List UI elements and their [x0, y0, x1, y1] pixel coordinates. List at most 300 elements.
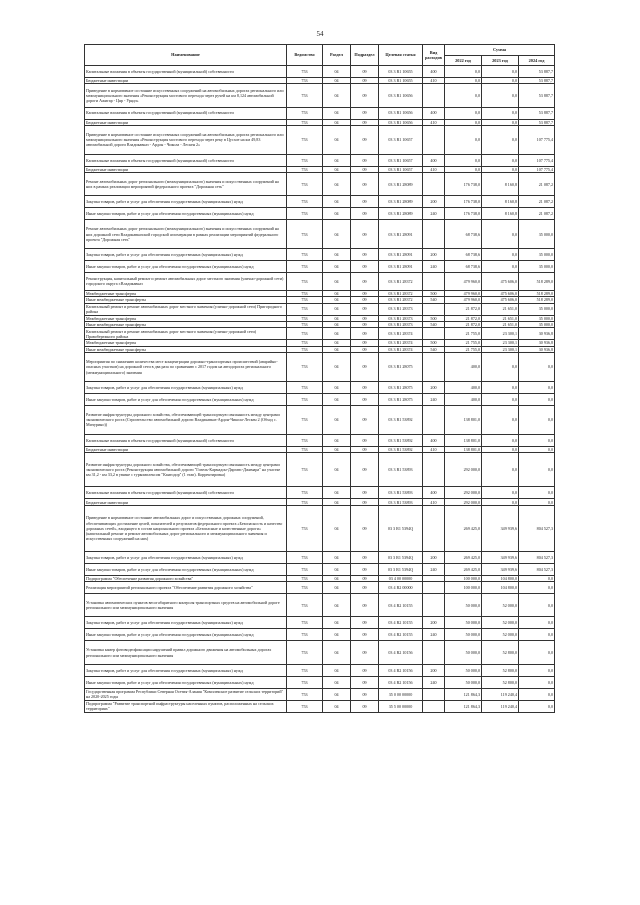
cell-expense-type: 200	[423, 196, 445, 208]
cell-2023: 0,0	[482, 499, 519, 505]
cell-razdel: 04	[323, 688, 351, 700]
cell-name: Капитальные вложения в объекты государственной (муниципальной) собственности	[85, 154, 287, 166]
cell-2023: 0,0	[482, 249, 519, 261]
cell-expense-type: 200	[423, 249, 445, 261]
cell-razdel: 04	[323, 617, 351, 629]
cell-target-article: 03 3 R1 28089	[379, 208, 423, 220]
table-row	[85, 208, 555, 220]
cell-expense-type: 240	[423, 393, 445, 405]
cell-expense-type	[423, 505, 445, 551]
cell-name: Бюджетные инвестиции	[85, 446, 287, 452]
cell-2024: 30 936,8	[519, 346, 555, 352]
header-vedomstvo: Ведомство	[287, 45, 323, 66]
cell-podrazdel: 09	[351, 273, 379, 291]
cell-expense-type: 400	[423, 434, 445, 446]
table-row	[85, 303, 555, 315]
cell-2023: 475 606,0	[482, 297, 519, 303]
header-podrazdel: Подраздел	[351, 45, 379, 66]
cell-name: Приведение в нормативное состояние автомобильных дорог и искусственных дорожных сооружений, обеспечивающих достижение целей, показателей и результатов федерального проекта «Безопасность и качество дорожных сетей», входящего в состав национального проекта «Безопасные и качественные дороги» (капитальный ремонт и ремонт автомобильных дорог регионального и межмуниципального значения и искусственных сооружений на них)	[85, 505, 287, 551]
cell-razdel: 04	[323, 700, 351, 712]
cell-target-article: 03 4 R2 10156	[379, 664, 423, 676]
cell-2022: 479 960,0	[445, 297, 482, 303]
table-row	[85, 273, 555, 291]
table-row	[85, 196, 555, 208]
cell-2023: 0,0	[482, 166, 519, 172]
cell-vedomstvo: 753	[287, 119, 323, 125]
cell-2024: 35 000,0	[519, 315, 555, 321]
cell-name: Бюджетные инвестиции	[85, 499, 287, 505]
cell-target-article: 03 3 R1 10656	[379, 84, 423, 107]
table-row	[85, 688, 555, 700]
table-row	[85, 107, 555, 119]
cell-2024: 53 887,7	[519, 84, 555, 107]
cell-2022: 100 000,0	[445, 582, 482, 594]
cell-razdel: 04	[323, 84, 351, 107]
cell-podrazdel: 09	[351, 119, 379, 125]
cell-razdel: 04	[323, 78, 351, 84]
cell-expense-type: 410	[423, 166, 445, 172]
cell-2024: 0,0	[519, 594, 555, 617]
cell-razdel: 04	[323, 66, 351, 78]
cell-podrazdel: 09	[351, 261, 379, 273]
table-row	[85, 393, 555, 405]
cell-vedomstvo: 753	[287, 78, 323, 84]
cell-name: Реконструкция, капитальный ремонт и ремонт автомобильных дорог местного значения (улично-дорожной сети) городского округа г.Владикавказ	[85, 273, 287, 291]
cell-name: Иные межбюджетные трансферты	[85, 346, 287, 352]
cell-vedomstvo: 753	[287, 641, 323, 664]
cell-podrazdel: 09	[351, 340, 379, 346]
cell-2022: 269 425,0	[445, 551, 482, 563]
cell-2024: 0,0	[519, 575, 555, 581]
cell-vedomstvo: 753	[287, 303, 323, 315]
cell-2022: 400,0	[445, 353, 482, 382]
cell-podrazdel: 09	[351, 453, 379, 487]
cell-name: Иные закупки товаров, работ и услуг для обеспечения государственных (муниципальных) нужд	[85, 629, 287, 641]
cell-expense-type	[423, 220, 445, 249]
cell-podrazdel: 09	[351, 582, 379, 594]
cell-vedomstvo: 753	[287, 594, 323, 617]
cell-name: Государственная программа Республики Северная Осетия-Алания "Комплексное развитие сельских территорий" на 2020-2025 годы	[85, 688, 287, 700]
cell-expense-type: 500	[423, 340, 445, 346]
cell-2022: 176 738,0	[445, 173, 482, 196]
table-row	[85, 629, 555, 641]
cell-2023: 0,0	[482, 84, 519, 107]
cell-target-article: 03 3 R1 28091	[379, 220, 423, 249]
cell-podrazdel: 09	[351, 154, 379, 166]
cell-podrazdel: 09	[351, 290, 379, 296]
table-row	[85, 261, 555, 273]
cell-podrazdel: 09	[351, 220, 379, 249]
cell-vedomstvo: 753	[287, 166, 323, 172]
cell-name: Закупка товаров, работ и услуг для обеспечения государственных (муниципальных) нужд	[85, 196, 287, 208]
cell-vedomstvo: 753	[287, 446, 323, 452]
cell-2023: 119 240,4	[482, 688, 519, 700]
cell-2022: 292 000,0	[445, 499, 482, 505]
cell-razdel: 04	[323, 676, 351, 688]
cell-2023: 119 240,4	[482, 700, 519, 712]
cell-name: Ремонт автомобильных дорог регионального (межмуниципального) значения и искусственных сооружений на них дорожной сети Владикавказской городской агломерации в рамках реализации мероприятий федерального проекта "Дорожная сеть"	[85, 220, 287, 249]
table-row	[85, 617, 555, 629]
cell-2022: 0,0	[445, 78, 482, 84]
cell-podrazdel: 09	[351, 688, 379, 700]
cell-razdel: 04	[323, 434, 351, 446]
cell-2023: 21 651,0	[482, 321, 519, 327]
cell-podrazdel: 09	[351, 353, 379, 382]
cell-2022: 21 872,0	[445, 315, 482, 321]
cell-razdel: 04	[323, 315, 351, 321]
cell-target-article: 35 5 00 00000	[379, 700, 423, 712]
cell-2024: 53 887,7	[519, 78, 555, 84]
cell-2023: 52 800,0	[482, 676, 519, 688]
header-expense-type: Вид расходов	[423, 45, 445, 66]
cell-2023: 0,0	[482, 154, 519, 166]
table-row	[85, 353, 555, 382]
cell-target-article: 03 3 R1 10655	[379, 66, 423, 78]
cell-2024: 53 887,7	[519, 107, 555, 119]
cell-razdel: 04	[323, 505, 351, 551]
cell-target-article: 03 3 R1 5394Q	[379, 551, 423, 563]
cell-2024: 0,0	[519, 405, 555, 434]
cell-podrazdel: 09	[351, 700, 379, 712]
cell-razdel: 04	[323, 393, 351, 405]
cell-vedomstvo: 753	[287, 107, 323, 119]
cell-podrazdel: 09	[351, 617, 379, 629]
cell-name: Межбюджетные трансферты	[85, 340, 287, 346]
cell-2024: 0,0	[519, 676, 555, 688]
cell-podrazdel: 09	[351, 196, 379, 208]
cell-2023: 475 606,0	[482, 273, 519, 291]
cell-razdel: 04	[323, 453, 351, 487]
cell-podrazdel: 09	[351, 315, 379, 321]
cell-vedomstvo: 753	[287, 66, 323, 78]
cell-vedomstvo: 753	[287, 393, 323, 405]
cell-2022: 21 872,0	[445, 303, 482, 315]
table-row	[85, 173, 555, 196]
cell-razdel: 04	[323, 499, 351, 505]
cell-expense-type	[423, 688, 445, 700]
cell-expense-type	[423, 453, 445, 487]
table-row	[85, 641, 555, 664]
cell-vedomstvo: 753	[287, 688, 323, 700]
cell-2022: 0,0	[445, 84, 482, 107]
cell-name: Капитальные вложения в объекты государственной (муниципальной) собственности	[85, 434, 287, 446]
cell-razdel: 04	[323, 340, 351, 346]
cell-target-article: 03 3 R1 28373	[379, 303, 423, 315]
cell-podrazdel: 09	[351, 551, 379, 563]
cell-vedomstvo: 753	[287, 505, 323, 551]
cell-expense-type: 240	[423, 629, 445, 641]
cell-vedomstvo: 753	[287, 700, 323, 712]
cell-podrazdel: 09	[351, 249, 379, 261]
cell-2022: 269 425,0	[445, 505, 482, 551]
cell-target-article: 03 3 R1 53893	[379, 453, 423, 487]
cell-2023: 23 300,1	[482, 346, 519, 352]
cell-2022: 68 738,6	[445, 261, 482, 273]
cell-2022: 400,0	[445, 393, 482, 405]
cell-name: Закупка товаров, работ и услуг для обеспечения государственных (муниципальных) нужд	[85, 617, 287, 629]
cell-podrazdel: 09	[351, 405, 379, 434]
cell-target-article: 03 3 R1 28374	[379, 346, 423, 352]
cell-razdel: 04	[323, 575, 351, 581]
cell-expense-type	[423, 641, 445, 664]
cell-target-article: 03 3 R1 28372	[379, 273, 423, 291]
cell-name: Реализация мероприятий регионального проекта "Обеспечение развития дорожного хозяйства"	[85, 582, 287, 594]
cell-expense-type: 240	[423, 563, 445, 575]
cell-target-article: 03 4 R2 00000	[379, 582, 423, 594]
cell-vedomstvo: 753	[287, 84, 323, 107]
cell-razdel: 04	[323, 381, 351, 393]
cell-2024: 35 000,0	[519, 261, 555, 273]
cell-razdel: 04	[323, 353, 351, 382]
cell-podrazdel: 09	[351, 66, 379, 78]
cell-expense-type	[423, 173, 445, 196]
cell-target-article: 03 3 R1 10655	[379, 78, 423, 84]
cell-target-article: 03 3 R1 28091	[379, 261, 423, 273]
cell-2022: 21 872,0	[445, 321, 482, 327]
cell-name: Иные межбюджетные трансферты	[85, 321, 287, 327]
cell-podrazdel: 09	[351, 381, 379, 393]
cell-target-article: 03 4 R2 10156	[379, 641, 423, 664]
cell-expense-type: 200	[423, 551, 445, 563]
cell-2022: 100 000,0	[445, 575, 482, 581]
cell-expense-type: 500	[423, 315, 445, 321]
cell-2023: 349 939,6	[482, 505, 519, 551]
cell-vedomstvo: 753	[287, 346, 323, 352]
cell-2022: 479 960,0	[445, 290, 482, 296]
cell-2024: 0,0	[519, 499, 555, 505]
cell-2024: 0,0	[519, 688, 555, 700]
cell-podrazdel: 09	[351, 629, 379, 641]
header-target-article: Целевая статья	[379, 45, 423, 66]
cell-2024: 518 289,0	[519, 297, 555, 303]
cell-vedomstvo: 753	[287, 290, 323, 296]
cell-name: Иные закупки товаров, работ и услуг для обеспечения государственных (муниципальных) нужд	[85, 393, 287, 405]
cell-expense-type: 240	[423, 261, 445, 273]
cell-target-article: 03 3 R1 28075	[379, 353, 423, 382]
cell-2022: 138 801,0	[445, 405, 482, 434]
cell-target-article: 03 3 R1 5394Q	[379, 563, 423, 575]
cell-name: Установка камер фотовидеофиксации нарушений правил дорожного движения на автомобильных дорогах регионального или межмуниципального значения	[85, 641, 287, 664]
cell-2024: 804 527,3	[519, 551, 555, 563]
cell-name: Бюджетные инвестиции	[85, 78, 287, 84]
cell-2024: 518 289,0	[519, 273, 555, 291]
cell-expense-type: 200	[423, 617, 445, 629]
cell-2022: 0,0	[445, 166, 482, 172]
cell-podrazdel: 09	[351, 173, 379, 196]
cell-expense-type	[423, 405, 445, 434]
cell-expense-type	[423, 700, 445, 712]
cell-2024: 804 527,3	[519, 505, 555, 551]
cell-podrazdel: 09	[351, 434, 379, 446]
cell-podrazdel: 09	[351, 487, 379, 499]
cell-2024: 0,0	[519, 487, 555, 499]
cell-razdel: 04	[323, 154, 351, 166]
cell-razdel: 04	[323, 487, 351, 499]
cell-razdel: 04	[323, 273, 351, 291]
cell-expense-type: 240	[423, 676, 445, 688]
table-row	[85, 594, 555, 617]
cell-podrazdel: 09	[351, 107, 379, 119]
cell-target-article: 03 3 R1 53892	[379, 434, 423, 446]
cell-razdel: 04	[323, 249, 351, 261]
cell-2024: 53 887,7	[519, 119, 555, 125]
header-sum: Сумма	[445, 45, 555, 56]
table-row	[85, 125, 555, 154]
table-row	[85, 551, 555, 563]
cell-target-article: 03 4 R2 10156	[379, 676, 423, 688]
table-header	[85, 45, 555, 66]
cell-2023: 0,0	[482, 405, 519, 434]
cell-razdel: 04	[323, 321, 351, 327]
cell-name: Капитальный ремонт и ремонт автомобильных дорог местного значения (улично-дорожной сети) Пригородного района	[85, 303, 287, 315]
cell-podrazdel: 09	[351, 594, 379, 617]
cell-2024: 35 000,0	[519, 321, 555, 327]
table-row	[85, 505, 555, 551]
cell-name: Бюджетные инвестиции	[85, 166, 287, 172]
cell-2022: 50 000,0	[445, 664, 482, 676]
cell-expense-type: 540	[423, 297, 445, 303]
cell-podrazdel: 09	[351, 575, 379, 581]
cell-target-article: 03 3 R1 28091	[379, 249, 423, 261]
cell-name: Развитие инфраструктуры дорожного хозяйства, обеспечивающей транспортную связанность между центрами экономического роста (Реконструкция автомобильной дороги "Гизель-Кармадон-Даргавс-Джимара" на участке км 31,2 - км 33,2 в увязке с туркомплексом "Кантодор" (1 этап). Корректировка)	[85, 453, 287, 487]
cell-target-article: 03 3 R1 28374	[379, 328, 423, 340]
cell-podrazdel: 09	[351, 641, 379, 664]
cell-target-article: 03 3 R1 53892	[379, 446, 423, 452]
cell-vedomstvo: 753	[287, 499, 323, 505]
cell-2023: 52 000,0	[482, 594, 519, 617]
cell-2024: 35 000,0	[519, 220, 555, 249]
cell-vedomstvo: 753	[287, 220, 323, 249]
table-row	[85, 220, 555, 249]
table-row	[85, 487, 555, 499]
cell-2024: 0,0	[519, 664, 555, 676]
cell-podrazdel: 09	[351, 297, 379, 303]
cell-name: Капитальные вложения в объекты государственной (муниципальной) собственности	[85, 107, 287, 119]
cell-target-article: 03 3 R1 28075	[379, 381, 423, 393]
cell-2023: 0,0	[482, 125, 519, 154]
cell-2024: 53 887,7	[519, 66, 555, 78]
cell-target-article: 03 4 R2 10155	[379, 629, 423, 641]
cell-2022: 0,0	[445, 125, 482, 154]
cell-razdel: 04	[323, 196, 351, 208]
cell-name: Капитальные вложения в объекты государственной (муниципальной) собственности	[85, 487, 287, 499]
header-year-2022: 2022 год	[445, 55, 482, 66]
cell-podrazdel: 09	[351, 505, 379, 551]
cell-2022: 21 755,0	[445, 328, 482, 340]
cell-2024: 0,0	[519, 446, 555, 452]
cell-target-article: 35 0 00 00000	[379, 688, 423, 700]
table-row	[85, 84, 555, 107]
cell-razdel: 04	[323, 119, 351, 125]
cell-expense-type	[423, 353, 445, 382]
cell-expense-type: 540	[423, 321, 445, 327]
cell-target-article: 03 3 R1 10657	[379, 154, 423, 166]
cell-target-article: 03 3 R1 10657	[379, 166, 423, 172]
cell-expense-type: 200	[423, 381, 445, 393]
cell-expense-type: 410	[423, 446, 445, 452]
cell-2023: 349 939,6	[482, 563, 519, 575]
cell-2022: 400,0	[445, 381, 482, 393]
cell-2023: 0,0	[482, 261, 519, 273]
cell-2022: 138 801,0	[445, 434, 482, 446]
cell-vedomstvo: 753	[287, 261, 323, 273]
cell-2022: 68 738,6	[445, 220, 482, 249]
table-row	[85, 676, 555, 688]
cell-vedomstvo: 753	[287, 487, 323, 499]
cell-2024: 0,0	[519, 617, 555, 629]
cell-podrazdel: 09	[351, 84, 379, 107]
cell-name: Закупка товаров, работ и услуг для обеспечения государственных (муниципальных) нужд	[85, 381, 287, 393]
cell-name: Подпрограмма "Обеспечение развития дорожного хозяйства"	[85, 575, 287, 581]
cell-razdel: 04	[323, 107, 351, 119]
cell-2023: 0,0	[482, 107, 519, 119]
cell-razdel: 04	[323, 166, 351, 172]
cell-target-article: 03 3 R1 28075	[379, 393, 423, 405]
cell-vedomstvo: 753	[287, 676, 323, 688]
cell-expense-type	[423, 273, 445, 291]
cell-podrazdel: 09	[351, 328, 379, 340]
cell-2024: 518 289,0	[519, 290, 555, 296]
cell-vedomstvo: 753	[287, 273, 323, 291]
cell-vedomstvo: 753	[287, 340, 323, 346]
cell-2022: 0,0	[445, 119, 482, 125]
cell-2022: 21 755,0	[445, 346, 482, 352]
cell-2024: 21 087,2	[519, 196, 555, 208]
page-number: 54	[316, 30, 324, 38]
cell-2024: 0,0	[519, 434, 555, 446]
cell-podrazdel: 09	[351, 393, 379, 405]
cell-name: Закупка товаров, работ и услуг для обеспечения государственных (муниципальных) нужд	[85, 551, 287, 563]
cell-vedomstvo: 753	[287, 381, 323, 393]
table-row	[85, 700, 555, 712]
cell-2022: 138 801,0	[445, 446, 482, 452]
cell-name: Иные закупки товаров, работ и услуг для обеспечения государственных (муниципальных) нужд	[85, 563, 287, 575]
cell-name: Иные закупки товаров, работ и услуг для обеспечения государственных (муниципальных) нужд	[85, 261, 287, 273]
cell-2024: 35 000,0	[519, 249, 555, 261]
cell-2022: 50 000,0	[445, 617, 482, 629]
cell-podrazdel: 09	[351, 499, 379, 505]
cell-vedomstvo: 753	[287, 405, 323, 434]
cell-2022: 176 738,0	[445, 196, 482, 208]
cell-target-article: 03 3 R1 28372	[379, 290, 423, 296]
cell-name: Иные закупки товаров, работ и услуг для обеспечения государственных (муниципальных) нужд	[85, 676, 287, 688]
header-razdel: Раздел	[323, 45, 351, 66]
header-year-2023: 2023 год	[482, 55, 519, 66]
cell-razdel: 04	[323, 303, 351, 315]
cell-razdel: 04	[323, 551, 351, 563]
cell-razdel: 04	[323, 290, 351, 296]
cell-2022: 479 960,0	[445, 273, 482, 291]
cell-expense-type: 500	[423, 290, 445, 296]
cell-target-article: 03 3 R1 53893	[379, 499, 423, 505]
cell-razdel: 04	[323, 297, 351, 303]
cell-expense-type: 410	[423, 499, 445, 505]
cell-2023: 349 939,6	[482, 551, 519, 563]
cell-2023: 104 800,0	[482, 582, 519, 594]
cell-2024: 0,0	[519, 381, 555, 393]
cell-expense-type: 400	[423, 487, 445, 499]
cell-2023: 52 800,0	[482, 664, 519, 676]
cell-podrazdel: 09	[351, 346, 379, 352]
cell-expense-type: 240	[423, 208, 445, 220]
cell-podrazdel: 09	[351, 166, 379, 172]
cell-vedomstvo: 753	[287, 196, 323, 208]
cell-name: Межбюджетные трансферты	[85, 315, 287, 321]
table-row	[85, 582, 555, 594]
cell-2023: 0,0	[482, 393, 519, 405]
cell-2022: 0,0	[445, 107, 482, 119]
cell-razdel: 04	[323, 173, 351, 196]
